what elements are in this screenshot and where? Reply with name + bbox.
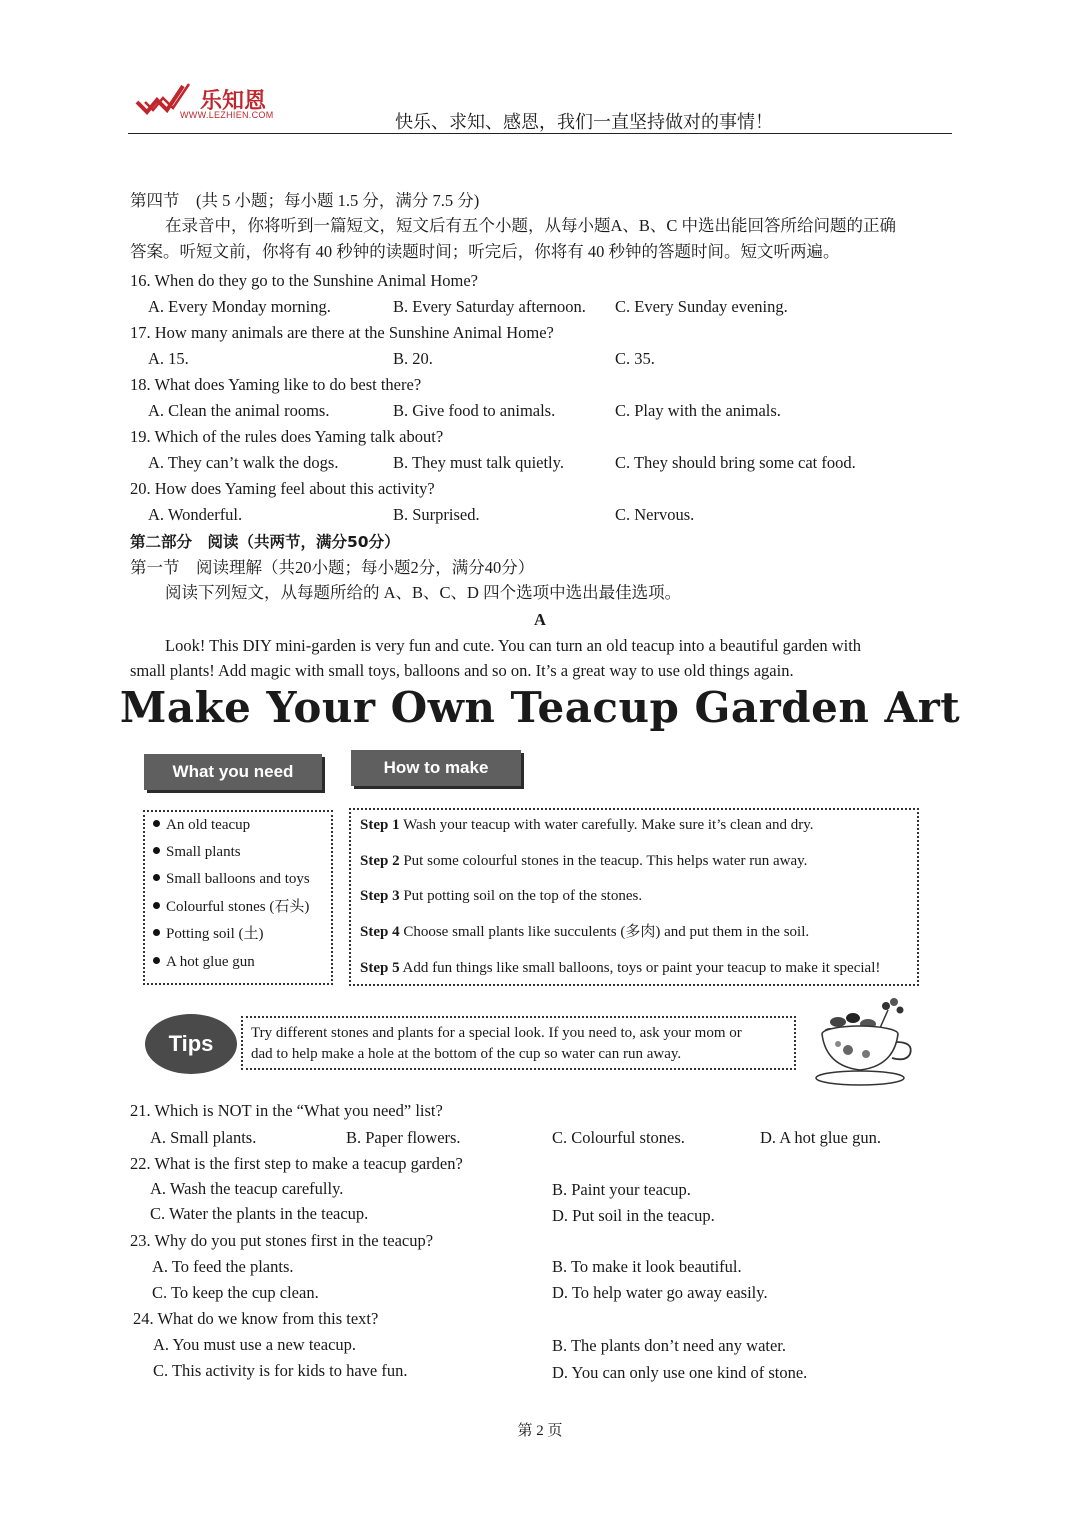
need-item-text: Colourful stones (石头) xyxy=(166,899,310,915)
step-label: Step 3 xyxy=(360,888,400,904)
question-23-option-b: B. To make it look beautiful. xyxy=(552,1257,742,1276)
question-24: 24. What do we know from this text? xyxy=(133,1309,379,1328)
need-item xyxy=(153,897,309,917)
section4-instruction-2: 答案。听短文前，你将有 40 秒钟的读题时间；听完后，你将有 40 秒钟的答题时间。短文听两遍。 xyxy=(130,242,840,261)
step-label: Step 2 xyxy=(360,853,400,869)
question-20: 20. How does Yaming feel about this activity? xyxy=(130,479,435,498)
tips-badge: Tips xyxy=(145,1014,237,1074)
question-24-option-d: D. You can only use one kind of stone. xyxy=(552,1363,808,1382)
logo-url: WWW.LEZHIEN.COM xyxy=(180,110,274,120)
question-18-option-a: A. Clean the animal rooms. xyxy=(148,401,330,420)
bullet-icon xyxy=(153,874,160,881)
question-24-option-a: A. You must use a new teacup. xyxy=(153,1335,357,1354)
question-20-option-a: A. Wonderful. xyxy=(148,505,243,524)
question-24-option-c: C. This activity is for kids to have fun. xyxy=(153,1361,408,1380)
question-21-option-b: B. Paper flowers. xyxy=(346,1128,461,1147)
question-19-option-a: A. They can’t walk the dogs. xyxy=(148,453,339,472)
question-16-option-c: C. Every Sunday evening. xyxy=(615,297,788,316)
question-21: 21. Which is NOT in the “What you need” list? xyxy=(130,1101,443,1120)
logo-name: 乐知恩 xyxy=(200,89,267,114)
header-rule xyxy=(128,133,952,134)
question-20-option-c: C. Nervous. xyxy=(615,505,695,524)
question-17-option-b: B. 20. xyxy=(393,349,433,368)
section4-title: 第四节 (共 5 小题；每小题 1.5 分，满分 7.5 分) xyxy=(130,191,480,210)
step-text: Put potting soil on the top of the stones. xyxy=(403,888,643,904)
how-to-make-tab: How to make xyxy=(351,750,521,786)
bullet-icon xyxy=(153,847,160,854)
question-18-option-b: B. Give food to animals. xyxy=(393,401,556,420)
question-16: 16. When do they go to the Sunshine Animal Home? xyxy=(130,271,478,290)
question-20-option-b: B. Surprised. xyxy=(393,505,480,524)
step-item xyxy=(360,815,814,835)
question-21-option-d: D. A hot glue gun. xyxy=(760,1128,882,1147)
need-item xyxy=(153,869,310,889)
need-item xyxy=(153,924,264,944)
teacup-garden-icon xyxy=(808,992,926,1092)
question-22-option-b: B. Paint your teacup. xyxy=(552,1180,691,1199)
poster-title: Make Your Own Teacup Garden Art xyxy=(119,683,961,732)
passage-letter: A xyxy=(534,610,546,629)
question-22-option-c: C. Water the plants in the teacup. xyxy=(150,1204,369,1223)
question-21-option-a: A. Small plants. xyxy=(150,1128,257,1147)
step-label: Step 4 xyxy=(360,924,400,940)
slogan: 快乐、求知、感恩，我们一直坚持做对的事情！ xyxy=(395,112,773,133)
question-23-option-c: C. To keep the cup clean. xyxy=(152,1283,319,1302)
question-19-option-b: B. They must talk quietly. xyxy=(393,453,564,472)
question-17-option-a: A. 15. xyxy=(148,349,189,368)
need-item-text: Potting soil (土) xyxy=(166,926,264,942)
question-17: 17. How many animals are there at the Sunshine Animal Home? xyxy=(130,323,554,342)
tips-text-1: Try different stones and plants for a special look. If you need to, ask your mom or xyxy=(251,1025,742,1041)
step-item xyxy=(360,922,809,942)
step-item xyxy=(360,958,880,978)
question-23: 23. Why do you put stones first in the teacup? xyxy=(130,1231,434,1250)
question-19: 19. Which of the rules does Yaming talk about? xyxy=(130,427,444,446)
question-23-option-a: A. To feed the plants. xyxy=(152,1257,294,1276)
step-text: Add fun things like small balloons, toys or paint your teacup to make it special! xyxy=(402,960,881,976)
what-you-need-tab: What you need xyxy=(144,754,322,790)
need-item-text: Small balloons and toys xyxy=(166,871,310,887)
need-item xyxy=(153,952,255,972)
part2-instruction: 阅读下列短文，从每题所给的 A、B、C、D 四个选项中选出最佳选项。 xyxy=(165,583,682,602)
need-item-text: Small plants xyxy=(166,844,241,860)
step-text: Choose small plants like succulents (多肉) and put them in the soil. xyxy=(403,924,810,940)
question-19-option-c: C. They should bring some cat food. xyxy=(615,453,856,472)
need-item xyxy=(153,815,250,835)
question-22-option-a: A. Wash the teacup carefully. xyxy=(150,1179,344,1198)
question-16-option-b: B. Every Saturday afternoon. xyxy=(393,297,586,316)
question-18-option-c: C. Play with the animals. xyxy=(615,401,781,420)
question-16-option-a: A. Every Monday morning. xyxy=(148,297,331,316)
bullet-icon xyxy=(153,820,160,827)
bullet-icon xyxy=(153,902,160,909)
step-label: Step 5 xyxy=(360,960,400,976)
step-item xyxy=(360,886,642,906)
need-item-text: A hot glue gun xyxy=(166,954,255,970)
question-18: 18. What does Yaming like to do best there? xyxy=(130,375,422,394)
question-22: 22. What is the first step to make a teacup garden? xyxy=(130,1154,463,1173)
step-label: Step 1 xyxy=(360,817,400,833)
step-item xyxy=(360,851,807,871)
bullet-icon xyxy=(153,957,160,964)
section4-instruction-1: 在录音中，你将听到一篇短文，短文后有五个小题，从每小题A、B、C 中选出能回答所给问题的正确 xyxy=(165,216,897,235)
part2-section1-title: 第一节 阅读理解（共20小题；每小题2分，满分40分） xyxy=(130,558,535,577)
bullet-icon xyxy=(153,929,160,936)
tips-text-2: dad to help make a hole at the bottom of the cup so water can run away. xyxy=(251,1046,682,1062)
step-text: Put some colourful stones in the teacup. This helps water run away. xyxy=(403,853,808,869)
question-21-option-c: C. Colourful stones. xyxy=(552,1128,685,1147)
step-text: Wash your teacup with water carefully. Make sure it’s clean and dry. xyxy=(403,817,814,833)
question-23-option-d: D. To help water go away easily. xyxy=(552,1283,768,1302)
page-number: 第 2 页 xyxy=(517,1423,563,1439)
question-24-option-b: B. The plants don’t need any water. xyxy=(552,1336,787,1355)
need-item-text: An old teacup xyxy=(166,817,251,833)
part2-title: 第二部分 阅读（共两节，满分50分） xyxy=(130,533,400,551)
question-22-option-d: D. Put soil in the teacup. xyxy=(552,1206,715,1225)
passage-intro-1: Look! This DIY mini-garden is very fun and cute. You can turn an old teacup into a beautiful garden with xyxy=(165,636,862,655)
need-item xyxy=(153,842,241,862)
passage-intro-2: small plants! Add magic with small toys, balloons and so on. It’s a great way to use old things again. xyxy=(130,661,794,680)
question-17-option-c: C. 35. xyxy=(615,349,655,368)
